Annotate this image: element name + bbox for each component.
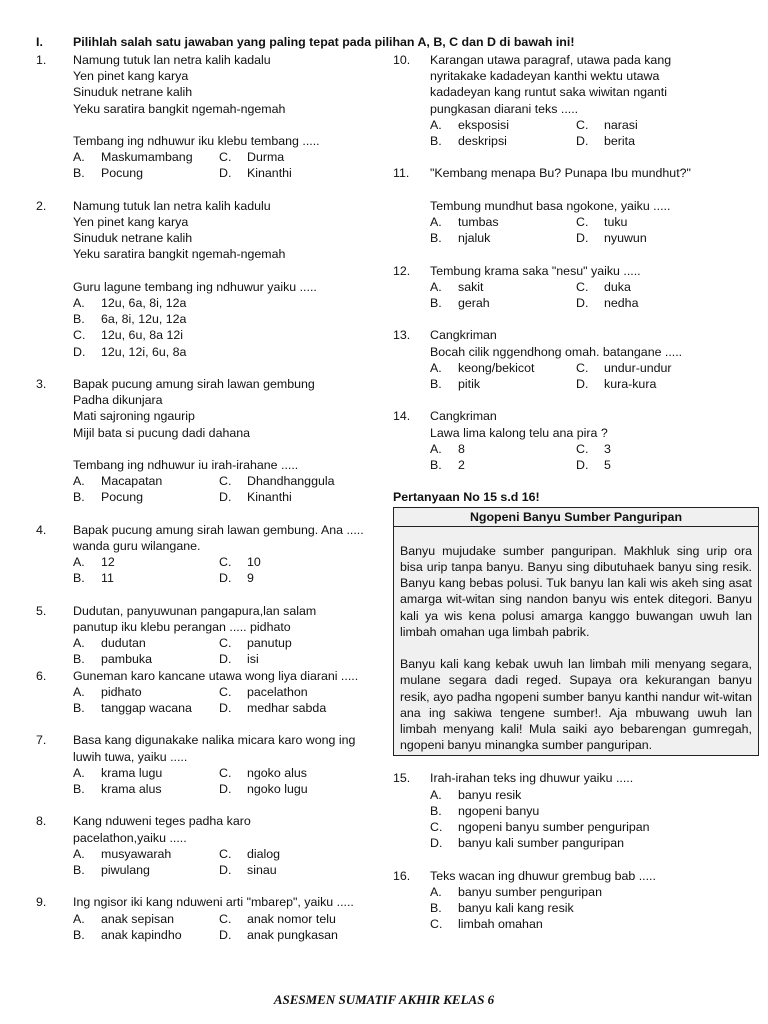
option-text: piwulang — [101, 863, 150, 878]
option-text: anak kapindho — [101, 927, 182, 942]
poem-line: Yeku saratira bangkit ngemah-ngemah — [73, 101, 286, 116]
option-a[interactable] — [73, 765, 219, 781]
option-c[interactable] — [219, 149, 284, 165]
option-c[interactable] — [576, 360, 672, 376]
option-letter: B. — [430, 231, 442, 246]
question-2 — [36, 198, 376, 360]
option-text: 12u, 6a, 8i, 12a — [101, 296, 187, 310]
option-c[interactable] — [576, 441, 611, 457]
option-text: pitik — [458, 377, 481, 391]
option-text: narasi — [604, 117, 638, 132]
option-letter: A. — [73, 150, 85, 165]
passage-title: Ngopeni Banyu Sumber Panguripan — [394, 508, 758, 527]
option-text: 2 — [458, 458, 465, 472]
option-letter: A. — [430, 117, 442, 132]
instruction — [36, 34, 574, 50]
option-d[interactable] — [219, 862, 277, 878]
option-b[interactable] — [430, 230, 576, 246]
option-letter: D. — [576, 134, 589, 149]
question-text: "Kembang menapa Bu? Punapa Ibu mundhut?" — [430, 166, 691, 181]
option-text: 12 — [101, 555, 115, 570]
option-letter: A. — [73, 911, 85, 926]
option-d[interactable] — [576, 133, 635, 149]
option-text: undur-undur — [604, 360, 672, 375]
instruction-text: Pilihlah salah satu jawaban yang paling tepat pada pilihan A, B, C dan D di bawah ini! — [73, 35, 575, 49]
question-number: 1. — [36, 53, 47, 67]
option-c[interactable] — [219, 765, 307, 781]
option-letter: A. — [430, 884, 442, 899]
option-text: anak sepisan — [101, 911, 175, 926]
option-text: eksposisi — [458, 117, 509, 132]
question-number: 4. — [36, 522, 47, 537]
question-15 — [393, 770, 759, 851]
option-letter: D. — [219, 652, 232, 667]
question-text: kadadeyan kang runtut saka wiwitan nganti — [430, 85, 667, 100]
section-title: Pertanyaan No 15 s.d 16! — [393, 490, 540, 505]
option-letter: A. — [430, 215, 442, 229]
option-text: berita — [604, 134, 635, 149]
question-8 — [36, 813, 376, 878]
option-text: Durma — [247, 150, 285, 165]
option-text: pidhato — [101, 684, 142, 699]
question-text: Tembung mundhut basa ngokone, yaiku ..... — [430, 198, 671, 213]
option-text: kura-kura — [604, 377, 657, 391]
option-text: duka — [604, 279, 631, 294]
question-number: 13. — [393, 328, 411, 343]
option-b[interactable] — [73, 165, 219, 181]
option-letter: D. — [219, 490, 232, 505]
question-number: 14. — [393, 409, 411, 424]
option-letter: A. — [73, 636, 85, 651]
option-text: musyawarah — [101, 846, 172, 861]
option-text: ngoko lugu — [247, 782, 308, 797]
option-text: anak nomor telu — [247, 911, 336, 926]
option-letter: A. — [73, 296, 85, 310]
option-a[interactable] — [73, 684, 219, 700]
option-letter: B. — [73, 571, 85, 586]
option-letter: D. — [219, 701, 232, 716]
question-5 — [36, 603, 376, 668]
option-text: gerah — [458, 296, 490, 310]
poem-line: Namung tutuk lan netra kalih kadalu — [73, 53, 271, 67]
option-text: tumbas — [458, 215, 499, 229]
option-letter: A. — [73, 765, 85, 780]
poem-line: Sinuduk netrane kalih — [73, 231, 193, 246]
option-letter: D. — [219, 863, 232, 878]
question-number: 7. — [36, 733, 47, 748]
option-b[interactable] — [73, 862, 219, 878]
question-text: Irah-irahan teks ing dhuwur yaiku ..... — [430, 771, 634, 786]
option-c[interactable] — [576, 117, 638, 133]
passage-paragraph: Banyu kali kang kebak uwuh lan limbah mili menyang segara, mulane segara dadi reged. Supaya ora kekurangan banyu resik, ayo padha ngopeni sumber banyu kanthi nandur wit-witan ana ing sakiwa tengene sumber!. Aja mbuwang uwuh lan limbah menyang kali! Mula saiki ayo bebarengan gumregah, ngopeni banyu minangka sumber panguripan. — [400, 657, 752, 753]
option-letter: A. — [73, 555, 85, 570]
poem-line: Padha dikunjara — [73, 393, 163, 408]
question-text: luwih tuwa, yaiku ..... — [73, 749, 188, 764]
option-text: 8 — [458, 441, 465, 456]
option-text: nedha — [604, 296, 639, 310]
option-text: 9 — [247, 571, 254, 586]
option-c[interactable] — [576, 279, 631, 295]
option-a[interactable] — [73, 295, 376, 311]
option-letter: C. — [219, 846, 232, 861]
question-number: 8. — [36, 814, 47, 829]
question-text: Karangan utawa paragraf, utawa pada kang — [430, 53, 672, 67]
option-letter: B. — [430, 134, 442, 149]
option-d[interactable] — [219, 570, 254, 586]
option-d[interactable] — [576, 230, 647, 246]
option-letter: A. — [430, 360, 442, 375]
question-7 — [36, 732, 376, 797]
question-text: Dudutan, panyuwunan pangapura,lan salam — [73, 603, 317, 618]
passage-paragraph: Banyu mujudake sumber panguripan. Makhluk sing urip ora bisa urip tanpa banyu. Banyu sing dibutuhaek banyu sing resik. Banyu kang bebas polusi. Tuk banyu lan kali wis akeh sing asat amarga wit-witan sing nandon banyu wis entek ditegori. Banyu kali ya wis kena polusi amarga kanggo buwangan uwuh lan limbah omahan uga limbah pabrik. — [400, 543, 752, 639]
option-letter: A. — [430, 787, 442, 802]
option-letter: B. — [430, 377, 442, 391]
question-13 — [393, 327, 759, 392]
option-letter: D. — [73, 344, 86, 359]
option-letter: C. — [576, 279, 589, 294]
poem-line: Yen pinet kang karya — [73, 69, 189, 84]
option-a[interactable] — [73, 635, 219, 651]
question-number: 11. — [393, 166, 410, 181]
option-b[interactable] — [430, 457, 576, 473]
option-c[interactable] — [73, 327, 376, 343]
option-letter: B. — [430, 458, 442, 472]
option-letter: D. — [430, 836, 443, 851]
question-text: Ing ngisor iki kang nduweni arti "mbarep", yaiku ..... — [73, 895, 354, 910]
option-text: pacelathon — [247, 684, 308, 699]
option-letter: B. — [73, 863, 85, 878]
option-d[interactable] — [219, 927, 338, 943]
option-a[interactable] — [73, 846, 219, 862]
question-text: Bocah cilik nggendhong omah. batangane ..... — [430, 344, 683, 359]
question-number: 2. — [36, 198, 47, 213]
option-text: medhar sabda — [247, 701, 327, 716]
poem-line: Yeku saratira bangkit ngemah-ngemah — [73, 247, 286, 262]
option-text: banyu kali kang resik — [458, 901, 574, 916]
option-letter: C. — [430, 820, 443, 835]
option-text: Pocung — [101, 490, 144, 505]
question-12 — [393, 263, 759, 312]
option-text: nyuwun — [604, 231, 647, 246]
option-a[interactable] — [430, 117, 576, 133]
question-number: 16. — [393, 868, 411, 883]
option-letter: C. — [576, 441, 589, 456]
option-letter: A. — [73, 474, 85, 489]
question-text: panutup iku klebu perangan ..... pidhato — [73, 620, 291, 634]
option-letter: C. — [576, 360, 589, 375]
question-10 — [393, 52, 759, 149]
option-letter: B. — [73, 652, 85, 667]
option-c[interactable] — [219, 473, 335, 489]
option-text: ngopeni banyu — [458, 803, 540, 818]
option-letter: B. — [73, 490, 85, 505]
option-c[interactable] — [219, 684, 308, 700]
option-text: banyu sumber penguripan — [458, 884, 602, 899]
option-text: deskripsi — [458, 134, 507, 149]
option-letter: A. — [430, 441, 442, 456]
option-a[interactable] — [73, 554, 219, 570]
option-text: tanggap wacana — [101, 701, 192, 716]
page-footer: ASESMEN SUMATIF AKHIR KELAS 6 — [273, 992, 495, 1007]
option-b[interactable] — [73, 570, 219, 586]
question-14 — [393, 408, 759, 473]
option-letter: B. — [73, 927, 85, 942]
question-text: Cangkriman — [430, 409, 497, 424]
option-text: njaluk — [458, 231, 491, 246]
option-text: ngopeni banyu sumber penguripan — [458, 820, 650, 835]
option-d[interactable] — [219, 651, 259, 667]
question-text: Tembang ing ndhuwur iku klebu tembang ..... — [73, 134, 320, 148]
option-letter: B. — [430, 901, 442, 916]
option-a[interactable] — [73, 911, 219, 927]
option-text: 11 — [101, 571, 114, 586]
question-text: Cangkriman — [430, 328, 497, 343]
question-text: Guneman karo kancane utawa wong liya diarani ..... — [73, 668, 359, 683]
question-text: Basa kang digunakake nalika micara karo wong ing — [73, 733, 356, 748]
option-text: Macapatan — [101, 474, 163, 489]
question-3 — [36, 376, 376, 506]
poem-line: Mijil bata si pucung dadi dahana — [73, 425, 251, 440]
option-c[interactable] — [430, 916, 759, 932]
option-b[interactable] — [430, 900, 759, 916]
question-text: Kang nduweni teges padha karo — [73, 814, 251, 829]
poem-line: Sinuduk netrane kalih — [73, 85, 193, 100]
option-letter: C. — [219, 911, 232, 926]
option-b[interactable] — [73, 927, 219, 943]
option-letter: C. — [219, 636, 232, 651]
question-text: Guru lagune tembang ing ndhuwur yaiku ..... — [73, 279, 317, 294]
option-text: 12u, 6u, 8a 12i — [101, 328, 183, 343]
option-d[interactable] — [73, 344, 376, 360]
option-c[interactable] — [219, 846, 280, 862]
option-text: anak pungkasan — [247, 927, 338, 942]
question-number: 10. — [393, 53, 411, 67]
option-letter: C. — [219, 555, 232, 570]
option-letter: D. — [219, 571, 232, 586]
option-letter: C. — [576, 117, 589, 132]
option-a[interactable] — [430, 360, 576, 376]
option-d[interactable] — [219, 489, 292, 505]
option-text: krama alus — [101, 782, 162, 797]
option-letter: C. — [219, 684, 232, 699]
option-d[interactable] — [219, 700, 326, 716]
option-text: sinau — [247, 863, 277, 878]
option-text: Dhandhanggula — [247, 474, 335, 489]
option-d[interactable] — [219, 781, 308, 797]
option-c[interactable] — [219, 911, 336, 927]
option-text: sakit — [458, 279, 484, 294]
option-text: pambuka — [101, 652, 152, 667]
question-text: nyritakake kadadeyan kanthi wektu utawa — [430, 69, 660, 84]
option-letter: B. — [73, 701, 85, 716]
option-letter: C. — [576, 215, 589, 229]
question-11 — [393, 165, 759, 246]
option-c[interactable] — [219, 635, 292, 651]
option-a[interactable] — [430, 787, 759, 803]
option-b[interactable] — [73, 700, 219, 716]
question-6 — [36, 668, 376, 717]
option-b[interactable] — [73, 311, 376, 327]
option-a[interactable] — [430, 214, 576, 230]
option-letter: A. — [430, 279, 442, 294]
option-b[interactable] — [430, 133, 576, 149]
option-text: limbah omahan — [458, 917, 543, 932]
option-text: isi — [247, 652, 259, 667]
left-column — [36, 52, 376, 943]
option-letter: C. — [73, 328, 86, 343]
question-text: Lawa lima kalong telu ana pira ? — [430, 425, 608, 440]
question-text: Tembang ing ndhuwur iu irah-irahane ..... — [73, 458, 299, 472]
question-text: pungkasan diarani teks ..... — [430, 101, 579, 116]
option-letter: B. — [73, 166, 85, 181]
option-text: 10 — [247, 555, 261, 570]
question-4 — [36, 522, 376, 587]
option-letter: C. — [219, 150, 232, 165]
option-letter: D. — [576, 296, 589, 310]
option-text: Maskumambang — [101, 150, 193, 165]
option-b[interactable] — [73, 651, 219, 667]
question-1 — [36, 52, 376, 182]
option-letter: D. — [576, 377, 589, 391]
option-a[interactable] — [430, 279, 576, 295]
option-d[interactable] — [576, 295, 638, 311]
option-letter: D. — [219, 782, 232, 797]
option-letter: C. — [430, 917, 443, 932]
option-d[interactable] — [576, 376, 656, 392]
poem-line: Yen pinet kang karya — [73, 215, 189, 229]
question-text: Teks wacan ing dhuwur grembug bab ..... — [430, 868, 656, 883]
option-b[interactable] — [73, 489, 219, 505]
option-letter: A. — [73, 684, 85, 699]
option-b[interactable] — [73, 781, 219, 797]
option-d[interactable] — [430, 835, 759, 851]
option-text: banyu kali sumber panguripan — [458, 836, 625, 851]
option-text: panutup — [247, 636, 292, 651]
option-text: krama lugu — [101, 765, 163, 780]
question-text: Bapak pucung amung sirah lawan gembung. Ana ..... — [73, 522, 364, 537]
option-a[interactable] — [430, 884, 759, 900]
option-letter: B. — [73, 312, 85, 327]
option-letter: D. — [576, 231, 589, 246]
option-text: 5 — [604, 458, 611, 472]
option-d[interactable] — [219, 165, 292, 181]
instruction-number: I. — [36, 35, 43, 49]
option-c[interactable] — [430, 819, 759, 835]
right-column — [393, 52, 759, 932]
question-number: 5. — [36, 603, 47, 618]
option-b[interactable] — [430, 803, 759, 819]
option-text: dudutan — [101, 636, 146, 651]
question-number: 6. — [36, 668, 47, 683]
option-text: dialog — [247, 846, 281, 861]
option-text: tuku — [604, 215, 628, 229]
poem-line: Bapak pucung amung sirah lawan gembung — [73, 377, 315, 391]
option-text: Kinanthi — [247, 490, 292, 505]
question-16 — [393, 868, 759, 933]
option-letter: B. — [73, 782, 85, 797]
option-b[interactable] — [430, 376, 576, 392]
poem-line: Namung tutuk lan netra kalih kadulu — [73, 198, 271, 213]
option-text: ngoko alus — [247, 765, 307, 780]
question-text: pacelathon,yaiku ..... — [73, 830, 187, 845]
option-d[interactable] — [576, 457, 611, 473]
option-a[interactable] — [73, 149, 219, 165]
reading-passage-box — [393, 507, 759, 757]
question-text: wanda guru wilangane. — [73, 539, 201, 553]
option-text: 6a, 8i, 12u, 12a — [101, 312, 187, 327]
question-number: 12. — [393, 263, 411, 278]
option-letter: D. — [576, 458, 589, 472]
option-text: keong/bekicot — [458, 360, 535, 375]
option-letter: C. — [219, 474, 232, 489]
question-number: 3. — [36, 377, 47, 391]
poem-line: Mati sajroning ngaurip — [73, 409, 195, 424]
option-a[interactable] — [430, 441, 576, 457]
question-9 — [36, 894, 376, 943]
question-number: 15. — [393, 771, 411, 786]
option-text: banyu resik — [458, 787, 522, 802]
option-letter: B. — [430, 803, 442, 818]
option-text: 12u, 12i, 6u, 8a — [101, 344, 187, 359]
question-number: 9. — [36, 895, 47, 910]
option-letter: C. — [219, 765, 232, 780]
option-a[interactable] — [73, 473, 219, 489]
option-letter: B. — [430, 296, 442, 310]
option-c[interactable] — [576, 214, 627, 230]
option-letter: D. — [219, 166, 232, 181]
option-b[interactable] — [430, 295, 576, 311]
option-letter: A. — [73, 846, 85, 861]
option-c[interactable] — [219, 554, 261, 570]
option-letter: D. — [219, 927, 232, 942]
question-text: Tembung krama saka "nesu" yaiku ..... — [430, 263, 641, 278]
option-text: Pocung — [101, 166, 144, 181]
option-text: 3 — [604, 441, 611, 456]
option-text: Kinanthi — [247, 166, 292, 181]
